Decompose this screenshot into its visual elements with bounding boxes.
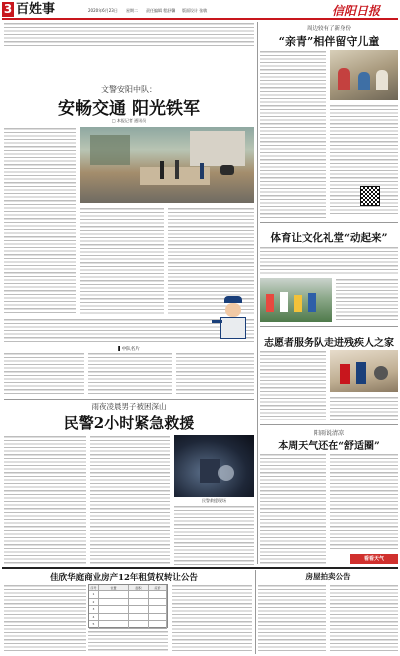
weather-kicker: 阳雨说清凉 xyxy=(313,430,344,437)
divider-volunteer xyxy=(260,326,398,327)
traffic-subhead: ▌中队名片 xyxy=(118,347,140,352)
table-cell xyxy=(149,614,167,622)
lease-ad-table xyxy=(88,584,168,628)
sports-photo xyxy=(260,278,332,322)
rescue-body-col1 xyxy=(4,435,86,565)
masthead-rule xyxy=(2,18,398,20)
auction-ad-body-col1 xyxy=(258,584,326,652)
rescue-small-title: 雨夜凌晨男子被困深山 xyxy=(91,402,167,411)
youth-title: “亲青”相伴留守儿童 xyxy=(278,35,380,48)
police-cartoon-illustration xyxy=(212,296,254,346)
rescue-body-col2 xyxy=(90,435,170,565)
ad-divider xyxy=(255,570,256,654)
traffic-body-col1 xyxy=(4,127,76,315)
table-cell: 5 xyxy=(89,621,99,629)
sports-title: 体育让文化礼堂“动起来” xyxy=(270,232,388,244)
table-cell: 4 xyxy=(89,614,99,622)
table-cell xyxy=(129,614,149,622)
rescue-night-photo xyxy=(174,435,254,497)
brand-logo: 信阳日报 xyxy=(332,4,381,18)
divider-rescue xyxy=(4,399,254,400)
table-cell xyxy=(99,591,129,599)
table-cell xyxy=(149,621,167,629)
volunteer-title: 志愿者服务队走进残疾人之家 xyxy=(264,338,394,349)
weather-badge: 看看天气 xyxy=(350,554,398,564)
rescue-body-col3 xyxy=(174,505,254,565)
lease-ad-body-3 xyxy=(172,584,252,652)
table-cell: 3 xyxy=(89,606,99,614)
traffic-body-lower-2 xyxy=(4,352,84,396)
traffic-street-photo xyxy=(80,127,254,203)
volunteer-body-col1 xyxy=(260,350,326,420)
divider-weather xyxy=(260,424,398,425)
youth-kicker: 周边较有了新身份 xyxy=(306,26,351,32)
table-header-cell: 面积 xyxy=(129,585,149,591)
intro-text xyxy=(4,22,254,48)
weather-title: 本周天气还在“舒适圈” xyxy=(278,441,380,452)
traffic-byline: □ 本报记者 通讯员 xyxy=(111,118,147,123)
rescue-photo-caption: 民警救援现场 xyxy=(202,498,226,503)
volunteer-photo xyxy=(330,350,398,392)
traffic-kicker: 文警安阳中队： xyxy=(101,85,157,94)
lease-ad-title: 佳欣华庭商业房产12年租赁权转让公告 xyxy=(50,573,198,583)
weather-body-col2 xyxy=(330,453,398,551)
column-divider xyxy=(257,22,258,564)
sports-body xyxy=(260,246,398,276)
table-cell: 2 xyxy=(89,599,99,607)
volunteer-body-col2 xyxy=(330,396,398,420)
traffic-body-lower-4 xyxy=(176,352,254,396)
auction-ad-body-col2 xyxy=(330,584,398,652)
youth-qr-code xyxy=(360,186,380,206)
traffic-title: 安畅交通 阳光铁军 xyxy=(58,99,200,119)
issue-designer: 版面设计 张敏 xyxy=(182,8,208,13)
table-cell xyxy=(129,606,149,614)
table-cell xyxy=(129,621,149,629)
sports-body-col2 xyxy=(336,278,398,322)
table-header-cell: 位置 xyxy=(99,585,129,591)
traffic-body-lower-3 xyxy=(88,352,172,396)
rescue-title: 民警2小时紧急救援 xyxy=(63,414,195,432)
ad-section-rule xyxy=(2,567,398,569)
auction-ad-title: 房屋拍卖公告 xyxy=(305,572,351,581)
table-cell xyxy=(149,606,167,614)
table-cell xyxy=(99,621,129,629)
lease-ad-body-2 xyxy=(88,630,168,652)
table-cell xyxy=(99,614,129,622)
lease-ad-body xyxy=(4,584,86,652)
table-header-cell: 序号 xyxy=(89,585,99,591)
traffic-body-col2 xyxy=(80,207,164,315)
table-header-cell: 底价 xyxy=(149,585,167,591)
issue-weekday: 星期二 xyxy=(126,8,138,13)
table-cell xyxy=(129,599,149,607)
issue-editor: 责任编辑 程舒馨 xyxy=(146,8,176,13)
youth-body-col1 xyxy=(260,50,326,218)
page-number-badge: 3 xyxy=(3,2,13,16)
youth-photo xyxy=(330,50,398,100)
table-cell xyxy=(99,606,129,614)
divider-sports xyxy=(260,222,398,223)
weather-body-col1 xyxy=(260,453,326,565)
table-cell: 1 xyxy=(89,591,99,599)
table-cell xyxy=(149,591,167,599)
issue-date: 2020年6月23日 xyxy=(88,8,118,13)
table-cell xyxy=(99,599,129,607)
table-cell xyxy=(149,599,167,607)
table-cell xyxy=(129,591,149,599)
section-title: 百姓事 xyxy=(16,2,56,17)
